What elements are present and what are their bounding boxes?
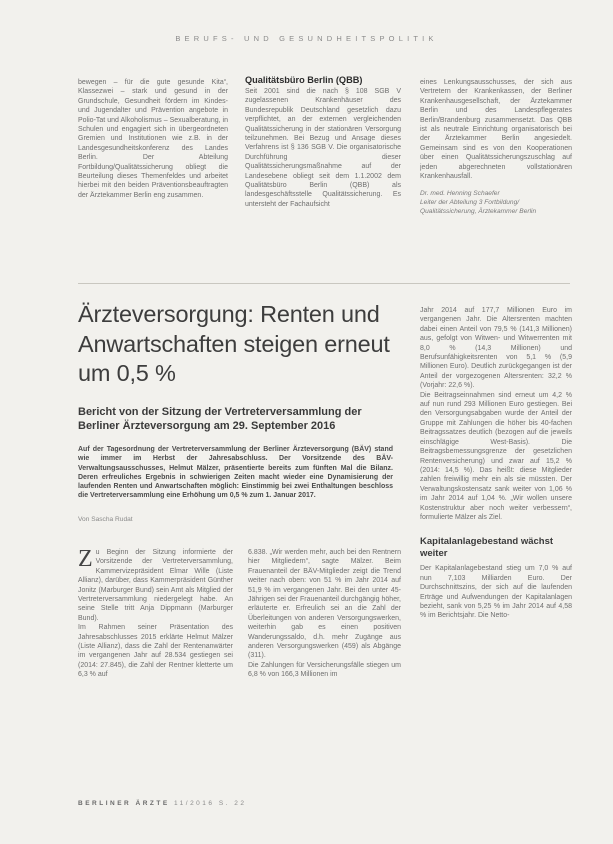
article-headline: Ärzteversorgung: Renten und Anwartschaften steigen erneut um 0,5 %	[78, 301, 390, 386]
article-column-3-subhead: Kapitalanlagebestand wächst weiter	[420, 536, 554, 560]
section-header: BERUFS- UND GESUNDHEITSPOLITIK	[175, 34, 438, 43]
drop-cap: Z	[78, 548, 93, 572]
article-author: Von Sascha Rudat	[78, 516, 133, 523]
top-column-2	[245, 74, 401, 268]
footer-issue: 11/2016 S. 22	[174, 800, 247, 807]
top-column-1	[78, 78, 228, 268]
top-column-3-text: eines Lenkungsausschusses, der sich aus Vertretern der Krankenkassen, der Berliner Krankenhausgesellschaft, der Ärztekammer Berlin und des Landespflegerates Berlin/Brandenburg zusammensetzt. Das QBB ist als neutrale Einrichtung organisatorisch bei der Ärztekammer Berlin angesiedelt. Gemeinsam sind es von den Kooperationen über einen Qualitätssicherungszuschlag auf jeden abgerechneten vollstationären Krankenhausfall.	[420, 79, 572, 181]
section-divider	[78, 283, 570, 284]
article-column-3	[420, 306, 572, 784]
article-lead: Auf der Tagesordnung der Vertreterversammlung der Berliner Ärzteversorgung (BÄV) stand wie immer im Herbst der Jahresabschluss. Der Vorsitzende des BÄV-Verwaltungsausschusses, Helmut Mälzer, präsentierte bereits zum fünften Mal die Bilanz. Deren erfreuliches Ergebnis in schwierigen Zeiten macht wieder eine Dynamisierung der laufenden Renten und Anwartschaften möglich: Einstimmig bei zwei Enthaltungen beschloss die Vertreterversammlung eine Erhöhung um 0,5 % zum 1. Januar 2017.	[78, 446, 393, 500]
author-signature: Dr. med. Henning Schaefer Leiter der Abteilung 3 Fortbildung/ Qualitätssicherung, Ärztekammer Berlin	[420, 190, 537, 216]
top-column-3	[420, 78, 572, 268]
article-subheadline: Bericht von der Sitzung der Vertreterversammlung der Berliner Ärzteversorgung am 29. September 2016	[78, 406, 362, 432]
article-column-2	[248, 548, 401, 778]
article-column-1-text	[78, 548, 233, 680]
article-column-1-body: u Beginn der Sitzung informierte der Vorsitzende der Vertreterversammlung, Kammervizepräsident Elmar Wille (Liste Allianz), darüber, dass Kammerpräsident Günther Jonitz (Marburger Bund) sein Amt als Mitglied der Vertreterversammlung niedergelegt habe. An seine Stelle tritt Anja Dippmann (Marburger Bund). Im Rahmen seiner Präsentation des Jahresabschlusses 2015 erklärte Helmut Mälzer (Liste Allianz), dass die Zahl der Rentenanwärter im vergangenen Jahr auf 28.534 gestiegen sei (2014: 27.845), die Zahl der Rentner kletterte um 6,3 % auf	[78, 549, 233, 679]
qbb-box-title: Qualitätsbüro Berlin (QBB)	[245, 75, 363, 85]
article-column-3-text: Jahr 2014 auf 177,7 Millionen Euro im vergangenen Jahr. Die Altersrenten machten dabei einen Anteil von 79,5 % (141,3 Millionen) aus, gefolgt von Witwen- und Witwerrenten mit 8,0 % (14,3 Millionen) und Berufsunfähigkeitsrenten von 5,1 % (5,9 Millionen Euro). Deutlich zurückgegangen ist der Anteil der vorgezogenen Altersrenten: 32,2 % (Vorjahr: 22,6 %). Die Beitragseinnahmen sind erneut um 4,2 % auf nun rund 293 Millionen Euro gestiegen. Bei den Versorgungsabgaben wurde der Anteil der Gruppe mit Zahlungen die höher bis 40-fachen Beitragssatzes deutlich (bezogen auf die jeweils einschlägige West-Basis). Die Beitragsbemessungsgrenze der gesetzlichen Rentenversicherung) und zwar auf 15,2 % (2014: 14,5 %). Das heißt: diese Mitglieder zahlen freiwillig mehr ein als sie müssten. Der Verwaltungskostensatz sank weiter von 1,06 % im Jahr 2014 auf 1,04 %. „Wir wollen unsere Kostenstruktur aber noch weiter verbessern“, formulierte Mälzer als Ziel.	[420, 307, 572, 521]
top-column-1-text: bewegen – für die gute gesunde Kita“, Klassezwei – stark und gesund in der Grundschule, Gesundheit fördern im Kindes- und Jugendalter und Prävention angebote in Polio-Tat und Alkoholismus – Sexualberatung, in Schulen und engagiert sich in übergeordneten Gremien und Institutionen wie z.B. in der Landesgesundheitskonferenz des Landes Berlin. Der Abteilung Fortbildung/Qualitätssicherung obliegt die Beurteilung dieses Themenfeldes und arbeitet hierbei mit den beiden Präventionsbeauftragten der Ärztekammer Berlin eng zusammen.	[78, 79, 228, 199]
article-column-2-text: 6.838. „Wir werden mehr, auch bei den Rentnern hier Mitgliedern“, sagte Mälzer. Beim Frauenanteil der BÄV-Mitglieder zeigt die Trend weiter nach oben: von 51 % im Jahr 2014 auf 51,9 % im vergangenen Jahr. Bei den unter 45-Jährigen sei der Frauenanteil durchgängig höher, erläuterte er. Erfreulich sei an die Zahl der Überleitungen von anderen Versorgungswerken, weiterhin gab es einen positiven Wanderungssaldo, d.h. mehr Zugänge aus anderen Versorgungswerken (459) als Abgänge (311). Die Zahlungen für Versicherungsfälle stiegen um 6,8 % von 166,3 Millionen im	[248, 549, 401, 679]
footer-magazine: BERLINER ÄRZTE	[78, 800, 170, 807]
top-column-2-text: Seit 2001 sind die nach § 108 SGB V zugelassenen Krankenhäuser des Bundesrepublik Deutschland gesetzlich dazu verpflichtet, an der externen vergleichenden Qualitätssicherung in der stationären Versorgung teilzunehmen. Bei Bezug und Ansage dieses Verfahrens ist § 136 SGB V. Die organisatorische Durchführung dieser Qualitätssicherungsmaßnahme auf der Landesebene obliegt seit dem 1.1.2002 dem Qualitätsbüro Berlin (QBB) als landesgeschäftsstelle Qualitätssicherung. Es untersteht der Fachaufsicht	[245, 88, 401, 208]
article-column-3-text-2: Der Kapitalanlagebestand stieg um 7,0 % auf nun 7,103 Milliarden Euro. Der Durchschnittszins, der sich auf die laufenden Erträge und Aufwendungen der Kapitalanlagen bezieht, sank von 5,25 % im Jahr 2014 auf 4,58 % im Berichtsjahr. Die Netto-	[420, 565, 572, 620]
page-footer	[78, 800, 247, 807]
article-column-1	[78, 548, 233, 778]
